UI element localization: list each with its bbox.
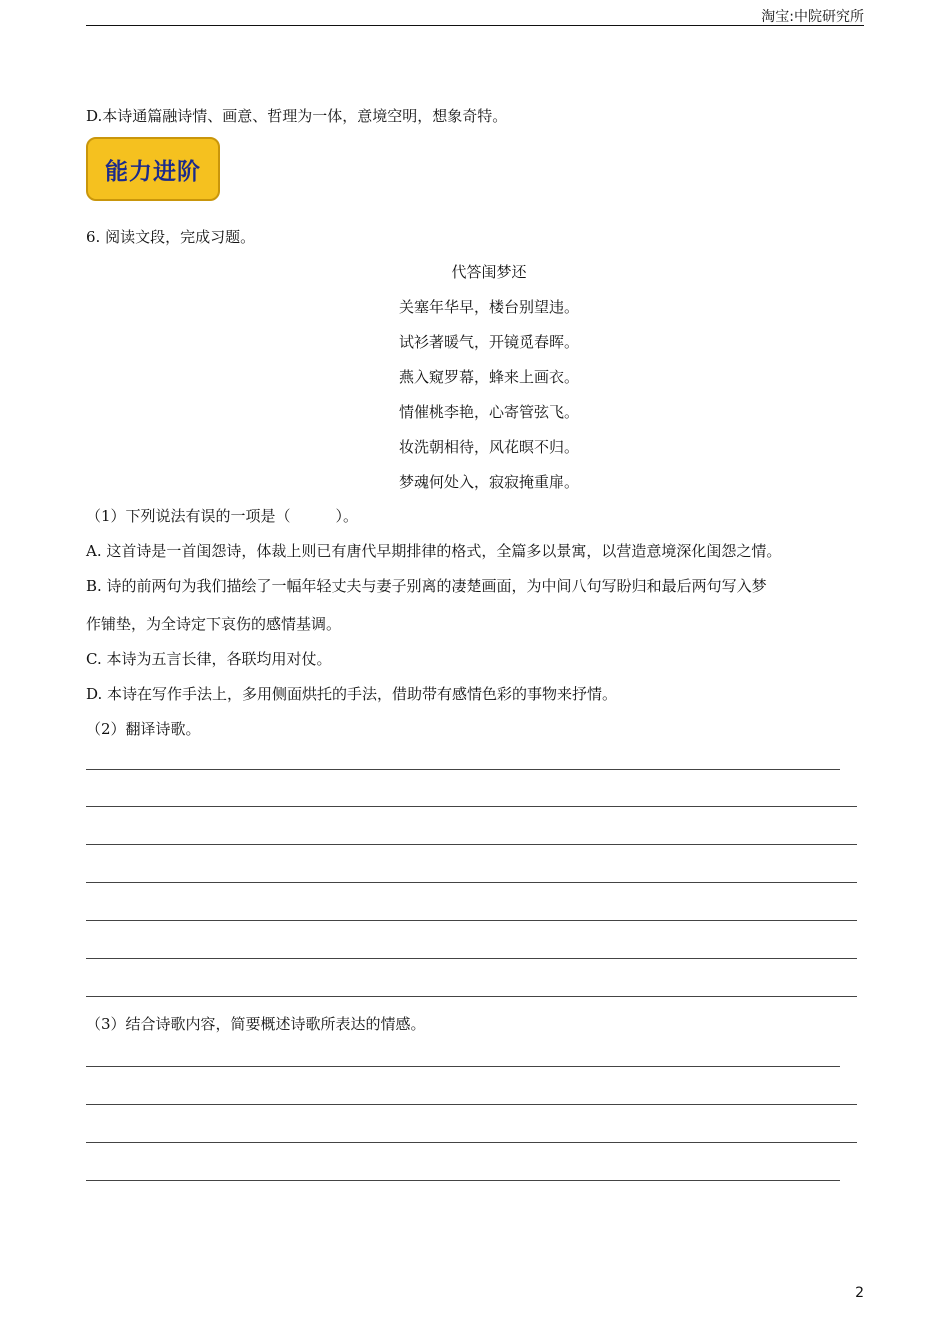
section-badge-label: 能力进阶 — [105, 158, 201, 185]
answer-line — [86, 996, 857, 997]
answer-line — [86, 1066, 840, 1067]
header-source: 淘宝:中院研究所 — [761, 9, 864, 25]
poem-line: 试衫著暖气，开镜觅春晖。 — [398, 333, 579, 351]
question-intro: 6. 阅读文段，完成习题。 — [86, 228, 256, 246]
poem-line: 情催桃李艳，心寄管弦飞。 — [398, 403, 579, 421]
answer-line — [86, 844, 857, 845]
sub1-option-d: D. 本诗在写作手法上，多用侧面烘托的手法，借助带有感情色彩的事物来抒情。 — [86, 685, 618, 703]
header-rule — [86, 25, 864, 26]
poem-line: 妆洗朝相待，风花暝不归。 — [398, 438, 579, 456]
prev-option-d: D.本诗通篇融诗情、画意、哲理为一体，意境空明，想象奇特。 — [86, 107, 508, 125]
sub3-prompt: （3）结合诗歌内容，简要概述诗歌所表达的情感。 — [86, 1015, 426, 1033]
answer-line — [86, 920, 857, 921]
sub1-option-c: C. 本诗为五言长律，各联均用对仗。 — [86, 650, 332, 668]
poem-line: 燕入窥罗幕，蜂来上画衣。 — [398, 368, 579, 386]
answer-line — [86, 769, 840, 770]
poem-title: 代答闺梦还 — [451, 263, 527, 281]
sub1-option-b-continued: 作铺垫，为全诗定下哀伤的感情基调。 — [86, 615, 342, 633]
answer-line — [86, 882, 857, 883]
sub1-option-b: B. 诗的前两句为我们描绘了一幅年轻丈夫与妻子别离的凄楚画面，为中间八句写盼归和最后两句写入梦 — [86, 577, 767, 595]
answer-line — [86, 1142, 857, 1143]
page-number: 2 — [855, 1285, 864, 1301]
section-badge — [86, 137, 220, 201]
answer-line — [86, 806, 857, 807]
sub2-prompt: （2）翻译诗歌。 — [86, 720, 201, 738]
answer-line — [86, 1104, 857, 1105]
poem-line: 关塞年华早，楼台别望违。 — [398, 298, 579, 316]
poem-line: 梦魂何处入，寂寂掩重扉。 — [398, 473, 579, 491]
answer-line — [86, 958, 857, 959]
sub1-prompt: （1）下列说法有误的一项是（ ）。 — [86, 507, 359, 525]
sub1-option-a: A. 这首诗是一首闺怨诗，体裁上则已有唐代早期排律的格式，全篇多以景寓，以营造意境深化闺怨之情。 — [86, 542, 782, 560]
answer-line — [86, 1180, 840, 1181]
